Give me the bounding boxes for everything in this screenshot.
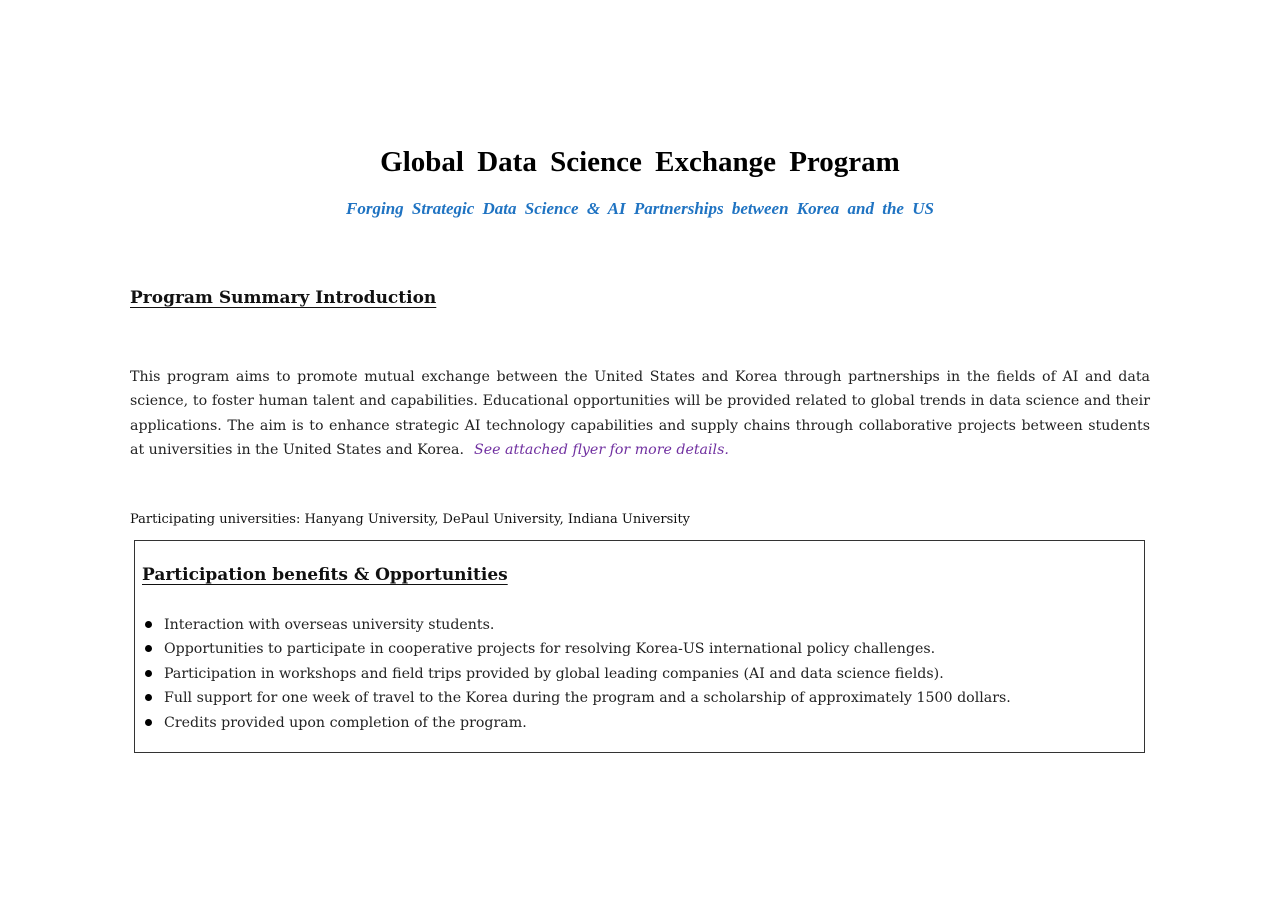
bullet-icon bbox=[145, 645, 152, 652]
list-item bbox=[142, 613, 1011, 637]
benefits-heading: Participation benefits & Opportunities bbox=[142, 565, 508, 585]
list-item bbox=[142, 711, 1011, 735]
benefit-text: Interaction with overseas university students. bbox=[164, 617, 495, 633]
summary-text: This program aims to promote mutual exchange between the United States and Korea through partnerships in the fields of AI and data science, to foster human talent and capabilities. Educational opportunities will be provided related to global trends in data science and their applications. The aim is to enhance strategic AI technology capabilities and supply chains through collaborative projects between students at universities in the United States and Korea. bbox=[130, 369, 1150, 458]
document-title: Global Data Science Exchange Program bbox=[380, 146, 900, 178]
participating-universities: Participating universities: Hanyang University, DePaul University, Indiana University bbox=[130, 512, 691, 527]
benefit-text: Opportunities to participate in cooperative projects for resolving Korea-US international policy challenges. bbox=[164, 641, 936, 658]
benefits-list bbox=[142, 613, 1011, 735]
benefit-text: Full support for one week of travel to the Korea during the program and a scholarship of approximately 1500 dollars. bbox=[164, 690, 1011, 707]
benefit-text: Participation in workshops and field trips provided by global leading companies (AI and data science fields). bbox=[164, 665, 944, 682]
list-item bbox=[142, 662, 1011, 686]
list-item bbox=[142, 686, 1011, 710]
benefit-text: Credits provided upon completion of the program. bbox=[164, 714, 527, 731]
document-subtitle: Forging Strategic Data Science & AI Partnerships between Korea and the US bbox=[346, 199, 934, 218]
bullet-icon bbox=[145, 621, 152, 628]
summary-heading: Program Summary Introduction bbox=[130, 288, 437, 308]
summary-paragraph bbox=[130, 365, 1150, 462]
bullet-icon bbox=[145, 719, 152, 726]
benefits-box bbox=[134, 540, 1145, 753]
list-item bbox=[142, 637, 1011, 661]
bullet-icon bbox=[145, 694, 152, 701]
bullet-icon bbox=[145, 670, 152, 677]
flyer-note: See attached flyer for more details. bbox=[474, 441, 729, 458]
